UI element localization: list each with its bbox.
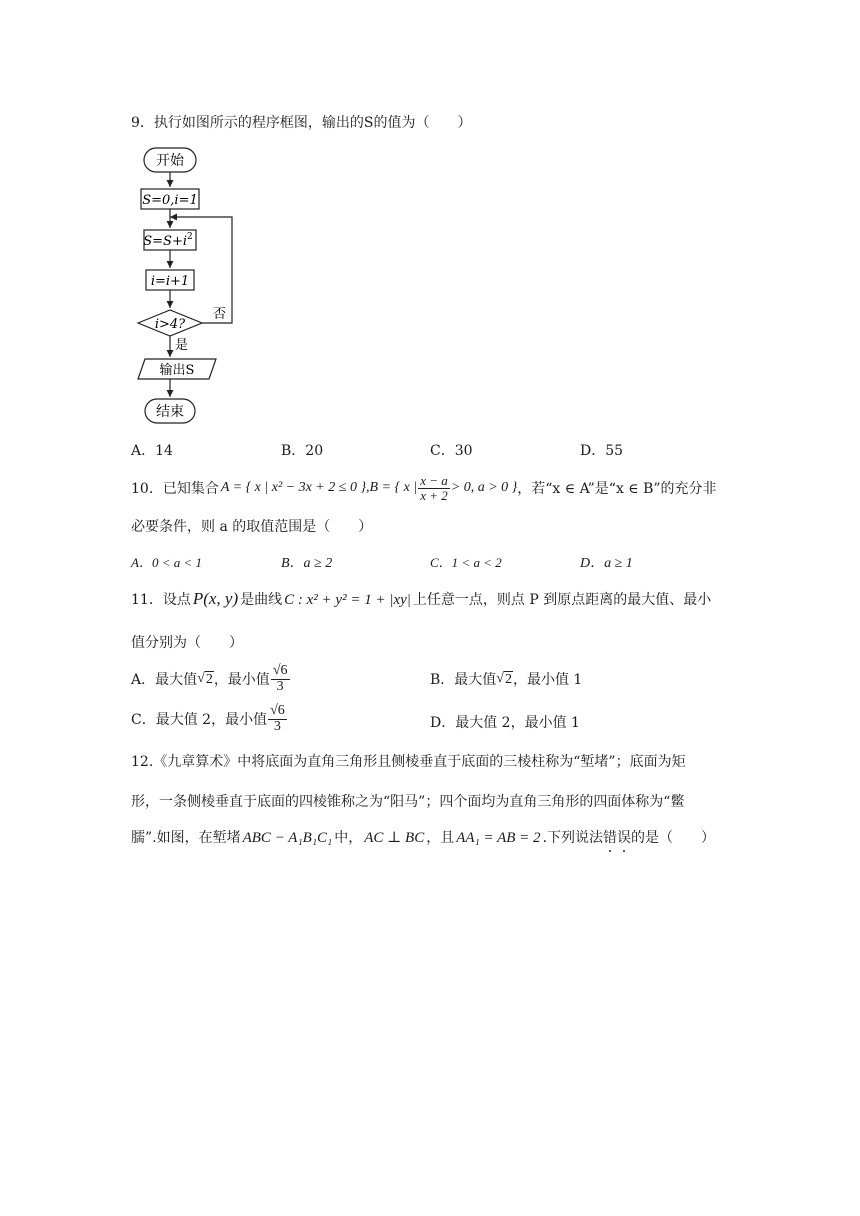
- flow-end-text: 结束: [156, 404, 184, 420]
- q11-opt-b-pre: B．最大值: [430, 672, 497, 688]
- q9-option-a: A．14: [131, 443, 173, 459]
- q11-opt-a-frac-num: √6: [272, 662, 288, 678]
- q10-tail: ，若“x ∈ A”是“x ∈ B”的充分非: [517, 481, 717, 497]
- q9-option-b: B．20: [281, 443, 324, 459]
- q11-point: P(x, y): [192, 589, 239, 608]
- flow-yes-label: 是: [175, 338, 189, 353]
- q12-prism: ABC − A₁B₁C₁: [242, 830, 333, 846]
- q12-eq: AA₁ = AB = 2: [456, 830, 541, 846]
- flow-start-text: 开始: [156, 153, 184, 169]
- q10-set-a: A = { x | x² − 3x + 2 ≤ 0 }: [220, 480, 367, 495]
- q11-tail: 上任意一点，则点 P 到原点距离的最大值、最小: [412, 592, 712, 608]
- q10-line2: 必要条件，则 a 的取值范围是（ ）: [131, 519, 373, 535]
- flowchart: [128, 140, 258, 430]
- flow-decision-text: i>4?: [154, 317, 186, 332]
- q11-option-d: D．最大值 2，最小值 1: [430, 715, 580, 731]
- q10-option-b: B．a ≥ 2: [281, 556, 333, 571]
- flow-no-label: 否: [213, 307, 227, 322]
- q10-set-b-right: > 0, a > 0 }: [450, 480, 518, 495]
- q10-frac-den: x + 2: [420, 487, 448, 503]
- q11-opt-c-frac-den: 3: [273, 718, 281, 734]
- q11-opt-b-sqrt-sign: √: [496, 671, 504, 686]
- q12-line3-a: 臑”.如图，在堑堵: [131, 830, 241, 846]
- q11-line2: 值分别为（ ）: [131, 635, 243, 651]
- q12-line3-e: 的是（ ）: [631, 830, 716, 846]
- q10-option-d: D．a ≥ 1: [580, 556, 633, 571]
- q9-option-d: D．55: [580, 443, 624, 459]
- q11-opt-a-frac-den: 3: [276, 678, 284, 694]
- q11-mid: 是曲线: [240, 592, 283, 608]
- q11-opt-a-sqrt: 2: [205, 671, 213, 687]
- flow-init-text: S=0,i=1: [142, 193, 198, 208]
- q11-lead: 11．设点: [131, 592, 191, 608]
- q11-option-b: [430, 663, 582, 695]
- q11-opt-c-frac: [268, 704, 287, 734]
- q11-opt-b-sqrt: 2: [504, 671, 512, 687]
- q10-number: 10．已知集合: [131, 481, 219, 497]
- q10-option-a: A．0 < a < 1: [131, 555, 202, 570]
- q12-line3: [131, 827, 715, 847]
- q12-line3-c: ，且: [426, 830, 455, 846]
- flow-output-text: 输出S: [159, 363, 195, 378]
- q11-opt-a-frac: [271, 664, 290, 694]
- q12-line3-b: 中，: [334, 830, 363, 846]
- q11-opt-c-frac-num: √6: [270, 702, 285, 718]
- q12-line1: 12.《九章算术》中将底面为直角三角形且侧棱垂直于底面的三棱柱称为“堑堵”；底面为矩: [131, 754, 686, 770]
- q11-option-a: [131, 663, 291, 695]
- q12-line2: 形，一条侧棱垂直于底面的四棱锥称之为“阳马”；四个面均为直角三角形的四面体称为“鳖: [131, 794, 685, 810]
- q11-opt-a-pre: A．最大值: [131, 672, 198, 688]
- q10-fraction: [418, 474, 450, 502]
- q11-line1: [131, 589, 711, 609]
- flow-update-s-text: $S=S+i^2$: [143, 232, 193, 249]
- flow-update-i-text: i=i+1: [150, 274, 190, 289]
- q10-sep: ,: [366, 480, 370, 495]
- q9-option-c: C．30: [430, 443, 473, 459]
- q12-emph-char-2: 误: [617, 827, 631, 847]
- q10-option-c: C．1 < a < 2: [430, 555, 502, 570]
- q11-opt-a-mid: ，最小值: [213, 672, 270, 688]
- q10-set-b-left: B = { x |: [369, 480, 418, 495]
- q11-curve: C : x² + y² = 1 + |xy|: [284, 592, 411, 608]
- q9-stem: 9．执行如图所示的程序框图，输出的S的值为（ ）: [131, 115, 472, 131]
- q12-perp: AC ⊥ BC: [364, 830, 425, 846]
- q12-emph-char-1: 错: [603, 827, 617, 847]
- flow-update-s-sup: 2: [187, 232, 193, 242]
- q11-opt-c-pre: C．最大值 2，最小值: [131, 712, 268, 728]
- q12-line3-d: .下列说法: [542, 830, 604, 846]
- q11-opt-a-sqrt-sign: √: [197, 671, 205, 686]
- q11-opt-b-post: ，最小值 1: [512, 672, 583, 688]
- q11-option-c: [131, 703, 288, 735]
- q10-frac-num: x − a: [420, 472, 448, 488]
- q10-line1: [131, 473, 717, 503]
